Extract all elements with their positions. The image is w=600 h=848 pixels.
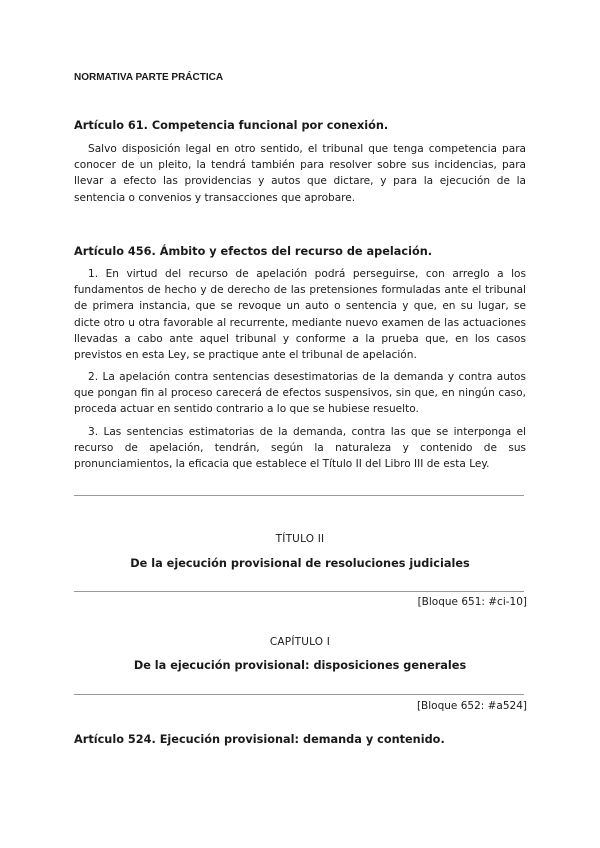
divider: [74, 591, 524, 592]
article-524-heading: Artículo 524. Ejecución provisional: demanda y contenido.: [74, 733, 445, 746]
bloque-reference: [Bloque 651: #ci-10]: [417, 596, 527, 608]
capitulo-label: CAPÍTULO I: [269, 636, 331, 648]
divider: [74, 694, 524, 695]
divider: [74, 495, 524, 496]
article-456-paragraph-1: 1. En virtud del recurso de apelación podrá perseguirse, con arreglo a los fundamentos de hecho y de derecho de las pretensiones formuladas ante el tribunal de primera instancia, que se revoque un auto o sentencia y que, en su lugar, se dicte otro u otra favorable al recurrente, mediante nuevo examen de las actuaciones llevadas a cabo ante aquel tribunal y conforme a la prueba que, en los casos previstos en esta Ley, se practique ante el tribunal de apelación.: [74, 268, 526, 362]
article-456-paragraph-2: 2. La apelación contra sentencias desestimatorias de la demanda y contra autos que pongan fin al proceso carecerá de efectos suspensivos, sin que, en ningún caso, proceda actuar en sentido contrario a lo que se hubiese resuelto.: [74, 371, 526, 416]
bloque-reference: [Bloque 652: #a524]: [416, 700, 527, 712]
article-456-heading: Artículo 456. Ámbito y efectos del recurso de apelación.: [74, 245, 433, 258]
titulo-label: TÍTULO II: [275, 533, 325, 545]
article-61-heading: Artículo 61. Competencia funcional por conexión.: [74, 119, 389, 132]
section-label: NORMATIVA PARTE PRÁCTICA: [74, 72, 224, 83]
capitulo-name: De la ejecución provisional: disposiciones generales: [133, 659, 467, 672]
article-61-paragraph-1: Salvo disposición legal en otro sentido, el tribunal que tenga competencia para conocer de un pleito, la tendrá también para resolver sobre sus incidencias, para llevar a efecto las providencias y autos que dictare, y para la ejecución de la sentencia o convenios y transacciones que aprobare.: [74, 143, 526, 204]
titulo-name: De la ejecución provisional de resoluciones judiciales: [130, 557, 470, 570]
article-456-paragraph-3: 3. Las sentencias estimatorias de la demanda, contra las que se interponga el recurso de apelación, tendrán, según la naturaleza y contenido de sus pronunciamientos, la eficacia que establece el Título II del Libro III de esta Ley.: [74, 426, 526, 471]
